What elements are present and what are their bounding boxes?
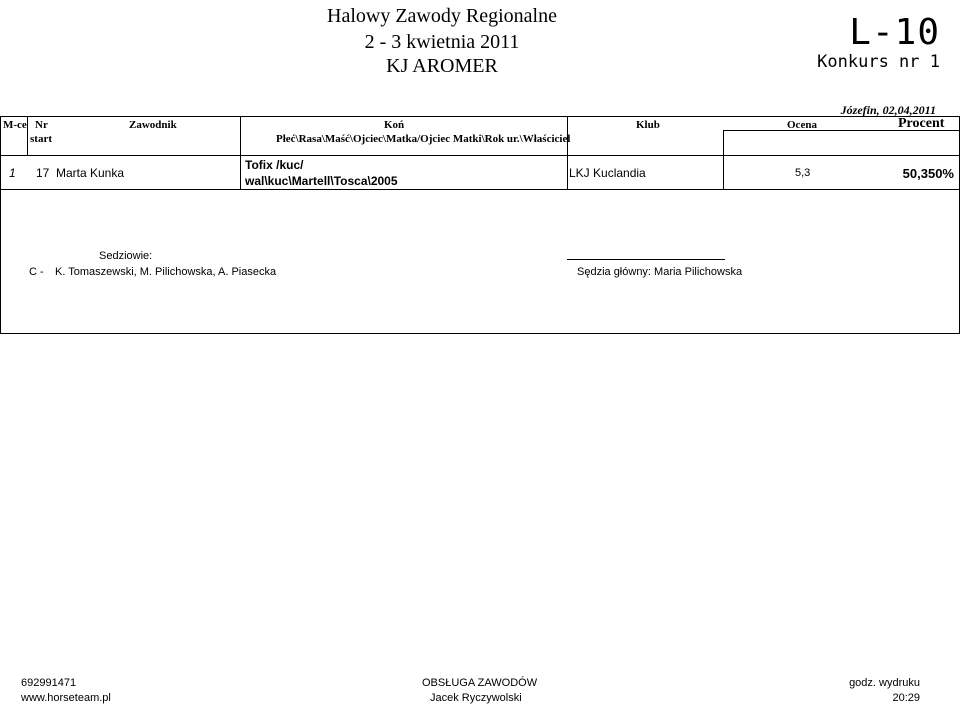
judges-label: Sedziowie: <box>99 250 153 262</box>
col-start-nr: Nr <box>35 119 48 131</box>
col-club: Klub <box>636 119 660 131</box>
col-divider <box>723 130 724 190</box>
footer-service-label: OBSŁUGA ZAWODÓW <box>422 677 538 689</box>
row-percent: 50,350% <box>902 166 954 181</box>
footer-print-label: godz. wydruku <box>849 677 920 689</box>
col-divider <box>27 116 28 156</box>
col-start-label: start <box>30 133 52 145</box>
col-horse-details: Płeć\Rasa\Maść\Ojciec\Matka/Ojciec Matki\Rok ur.\Właściciel <box>276 133 571 145</box>
chief-judge: Sędzia główny: Maria Pilichowska <box>577 266 743 278</box>
footer-service-name: Jacek Ryczywolski <box>430 692 522 704</box>
col-horse: Koń <box>384 119 405 131</box>
class-code: L-10 <box>849 12 940 53</box>
row-start-nr: 17 <box>36 166 50 180</box>
header-divider <box>0 155 960 156</box>
row-score: 5,3 <box>795 167 811 179</box>
col-divider <box>567 116 568 190</box>
judge-names: K. Tomaszewski, M. Pilichowska, A. Piasecka <box>55 266 277 278</box>
judge-position: C - <box>29 266 44 278</box>
footer-website[interactable]: www.horseteam.pl <box>21 692 111 704</box>
chief-signature-line <box>567 259 725 260</box>
title-line-1: Halowy Zawody Regionalne <box>327 5 557 27</box>
row-place: 1 <box>9 166 16 180</box>
footer-print-time: 20:29 <box>892 692 920 704</box>
results-table <box>0 116 960 334</box>
title-line-3: KJ AROMER <box>386 55 498 77</box>
title-line-2: 2 - 3 kwietnia 2011 <box>364 31 520 53</box>
col-place: M-ce <box>3 119 27 131</box>
row-horse-details: wal\kuc\Martell\Tosca\2005 <box>245 174 398 188</box>
col-rider: Zawodnik <box>129 119 177 131</box>
row-rider: Marta Kunka <box>56 166 125 180</box>
col-score: Ocena <box>787 119 817 131</box>
competition-number: Konkurs nr 1 <box>817 52 940 72</box>
footer-phone: 692991471 <box>21 677 77 689</box>
row-horse-name: Tofix /kuc/ <box>245 158 304 172</box>
row-club: LKJ Kuclandia <box>569 166 646 180</box>
col-divider <box>240 116 241 190</box>
place-date: Józefin, 02,04,2011 <box>840 103 936 117</box>
row-divider <box>0 189 960 190</box>
col-percent: Procent <box>898 116 945 131</box>
